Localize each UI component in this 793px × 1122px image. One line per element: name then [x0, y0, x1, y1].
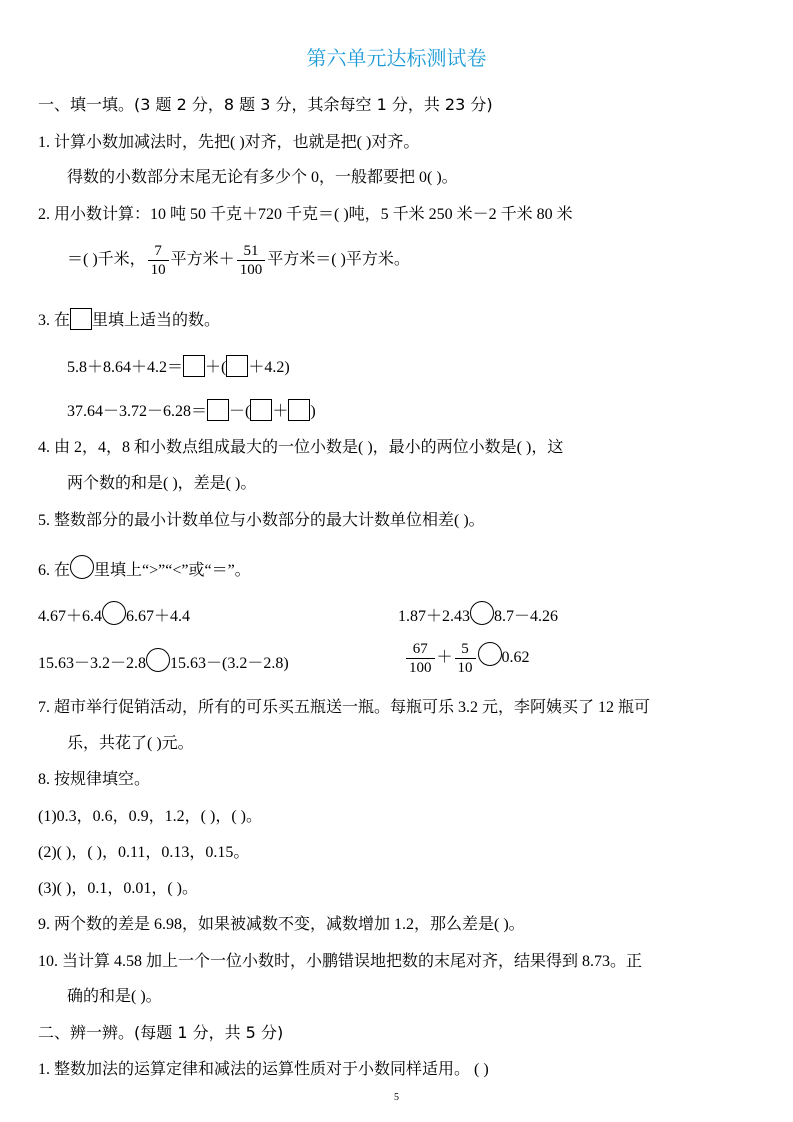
question-10-line-1: 10. 当计算 4.58 加上一个一位小数时，小鹏错误地把数的末尾对齐，结果得到 8.73。正 — [38, 953, 643, 970]
fraction-67-100 — [406, 640, 435, 677]
page-number: 5 — [394, 1092, 399, 1103]
question-7-line-2: 乐，共花了( )元。 — [67, 735, 194, 752]
fraction-denominator: 100 — [406, 658, 435, 677]
answer-box[interactable] — [70, 308, 92, 330]
compare-circle[interactable] — [102, 601, 126, 625]
expression-part: 5.8＋8.64＋4.2＝ — [67, 359, 184, 376]
question-2-text-a: ＝( )千米， — [67, 251, 146, 268]
expression-part: ＋ — [272, 403, 289, 420]
question-8-sub-1: (1)0.3，0.6，0.9，1.2，( )，( )。 — [38, 808, 262, 825]
fraction-numerator: 7 — [154, 242, 162, 259]
fraction-numerator: 51 — [243, 242, 259, 259]
fraction-7-10 — [148, 242, 169, 279]
question-8-sub-3: (3)( )，0.1，0.01，( )。 — [38, 880, 198, 897]
fraction-numerator: 5 — [461, 640, 469, 657]
question-7-line-1: 7. 超市举行促销活动，所有的可乐买五瓶送一瓶。每瓶可乐 3.2 元，李阿姨买了 12 瓶可 — [38, 699, 651, 716]
question-3-post: 里填上适当的数。 — [92, 312, 221, 329]
comparison-left: 4.67＋6.4 — [38, 608, 103, 625]
comparison-left: 1.87＋2.43 — [398, 608, 471, 625]
fraction-denominator: 100 — [237, 260, 266, 279]
question-6-pre: 6. 在 — [38, 562, 71, 579]
question-1-line-2: 得数的小数部分末尾无论有多少个 0，一般都要把 0( )。 — [67, 169, 458, 186]
fraction-51-100 — [237, 242, 266, 279]
comparison-right: 6.67＋4.4 — [126, 608, 191, 625]
question-6-item-d — [404, 636, 530, 680]
section-2-heading: 二、辨一辨。(每题 1 分，共 5 分) — [38, 1023, 284, 1042]
question-3-pre: 3. 在 — [38, 312, 71, 329]
question-2-text-b: 平方米＋ — [170, 251, 235, 268]
expression-part: ＋( — [205, 359, 227, 376]
question-4-line-1: 4. 由 2，4，8 和小数点组成最大的一位小数是( )，最小的两位小数是( )，这 — [38, 439, 564, 456]
comparison-left: 15.63－3.2－2.8 — [38, 655, 147, 672]
answer-box[interactable] — [250, 399, 272, 421]
question-2-line-1: 2. 用小数计算：10 吨 50 千克＋720 千克＝( )吨，5 千米 250 米－2 千米 80 米 — [38, 206, 573, 223]
question-6-line-1 — [38, 555, 251, 581]
question-2-text-c: 平方米＝( )平方米。 — [267, 251, 410, 268]
question-2-line-2 — [67, 240, 410, 280]
question-3-expression-2 — [67, 399, 316, 422]
expression-part: 37.64－3.72－6.28＝ — [67, 403, 208, 420]
fraction-denominator: 10 — [455, 658, 476, 677]
question-5-line-1: 5. 整数部分的最小计数单位与小数部分的最大计数单位相差( )。 — [38, 512, 485, 529]
question-4-line-2: 两个数的和是( )，差是( )。 — [67, 475, 257, 492]
question-8-sub-2: (2)( )，( )，0.11，0.13，0.15。 — [38, 844, 250, 861]
answer-box[interactable] — [207, 399, 229, 421]
fraction-5-10 — [455, 640, 476, 677]
question-6-item-b — [398, 601, 558, 627]
question-10-line-2: 确的和是( )。 — [67, 988, 162, 1005]
page-title: 第六单元达标测试卷 — [306, 46, 487, 70]
compare-circle[interactable] — [70, 555, 94, 579]
question-6-item-c — [38, 648, 289, 674]
fraction-numerator: 67 — [412, 640, 428, 657]
compare-circle[interactable] — [478, 642, 502, 666]
expression-part: ) — [310, 403, 316, 420]
question-8-line-1: 8. 按规律填空。 — [38, 771, 151, 788]
comparison-right: 0.62 — [501, 649, 530, 666]
fraction-denominator: 10 — [148, 260, 169, 279]
expression-part: －( — [229, 403, 251, 420]
comparison-right: 15.63－(3.2－2.8) — [170, 655, 289, 672]
question-6-post: 里填上“>”“<”或“＝”。 — [94, 562, 251, 579]
question-3-line-1 — [38, 308, 220, 331]
expression-part: ＋4.2) — [248, 359, 290, 376]
plus-sign: ＋ — [436, 649, 453, 666]
compare-circle[interactable] — [470, 601, 494, 625]
section-1-heading: 一、填一填。(3 题 2 分，8 题 3 分，其余每空 1 分，共 23 分) — [38, 95, 493, 114]
question-3-expression-1 — [67, 355, 290, 378]
comparison-right: 8.7－4.26 — [494, 608, 559, 625]
answer-box[interactable] — [226, 355, 248, 377]
answer-box[interactable] — [183, 355, 205, 377]
question-9-line-1: 9. 两个数的差是 6.98，如果被减数不变，减数增加 1.2，那么差是( )。 — [38, 916, 525, 933]
question-6-item-a — [38, 601, 190, 627]
judge-question-1: 1. 整数加法的运算定律和减法的运算性质对于小数同样适用。 ( ) — [38, 1061, 489, 1078]
question-1-line-1: 1. 计算小数加减法时，先把( )对齐，也就是把( )对齐。 — [38, 134, 420, 151]
compare-circle[interactable] — [146, 648, 170, 672]
answer-box[interactable] — [288, 399, 310, 421]
